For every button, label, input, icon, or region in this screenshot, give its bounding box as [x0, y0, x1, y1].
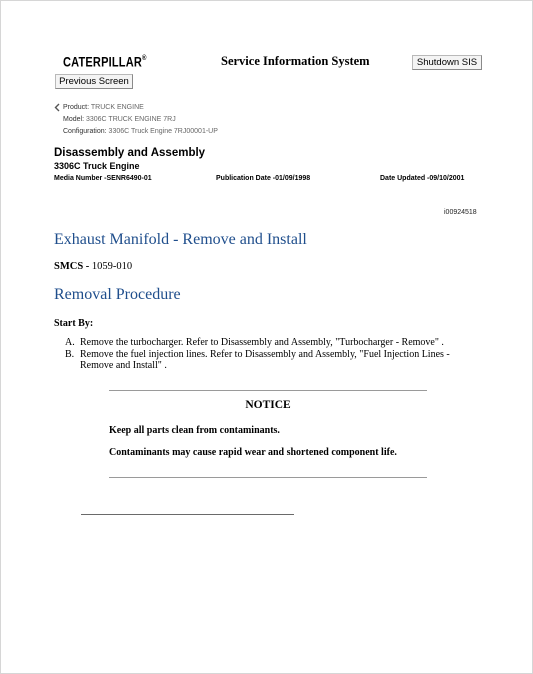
notice-top-rule: [109, 390, 427, 391]
start-by-heading: Start By:: [54, 318, 94, 329]
system-title: Service Information System: [221, 54, 370, 68]
notice-bottom-rule: [109, 477, 427, 478]
configuration-value: 3306C Truck Engine 7RJ00001-UP: [108, 128, 218, 135]
list-item: [65, 349, 485, 371]
breadcrumb-model: [63, 115, 176, 124]
list-item: [65, 337, 485, 348]
notice-line-2: Contaminants may cause rapid wear and shortened component life.: [109, 447, 397, 458]
smcs-label: SMCS -: [54, 261, 90, 272]
breadcrumb-configuration: [63, 127, 218, 136]
notice-line-1: Keep all parts clean from contaminants.: [109, 425, 280, 436]
model-key: Model:: [63, 116, 85, 123]
configuration-key: Configuration:: [63, 128, 107, 135]
footnote-rule: [81, 514, 294, 515]
notice-title: NOTICE: [245, 399, 291, 411]
product-key: Product:: [63, 104, 90, 111]
product-value: TRUCK ENGINE: [90, 104, 144, 111]
media-number: Media Number -SENR6490-01: [54, 175, 152, 182]
list-item-text: Remove the turbocharger. Refer to Disassembly and Assembly, "Turbocharger - Remove" .: [80, 337, 444, 348]
publication-date: Publication Date -01/09/1998: [216, 175, 311, 182]
breadcrumb-product: [63, 103, 144, 112]
shutdown-sis-button[interactable]: Shutdown SIS: [412, 55, 482, 70]
list-item-text: Remove the fuel injection lines. Refer to Disassembly and Assembly, "Fuel Injection Lines - Remove and Install" .: [80, 349, 450, 371]
smcs-value: 1059-010: [89, 261, 133, 272]
procedure-title: Removal Procedure: [54, 286, 181, 303]
section-title: Disassembly and Assembly: [54, 147, 206, 159]
list-item-label: A.: [65, 337, 75, 348]
smcs-code: [54, 261, 132, 272]
image-id: i00924518: [444, 209, 477, 216]
previous-screen-button[interactable]: Previous Screen: [55, 74, 133, 89]
chevron-left-icon[interactable]: [54, 103, 60, 112]
engine-subtitle: 3306C Truck Engine: [54, 161, 140, 171]
caterpillar-logo: CATERPILLAR®: [63, 55, 147, 70]
model-value: 3306C TRUCK ENGINE 7RJ: [85, 116, 176, 123]
date-updated: Date Updated -09/10/2001: [380, 175, 465, 182]
list-item-label: B.: [65, 349, 75, 360]
page-title: Exhaust Manifold - Remove and Install: [54, 231, 307, 248]
start-by-list: [65, 337, 485, 372]
